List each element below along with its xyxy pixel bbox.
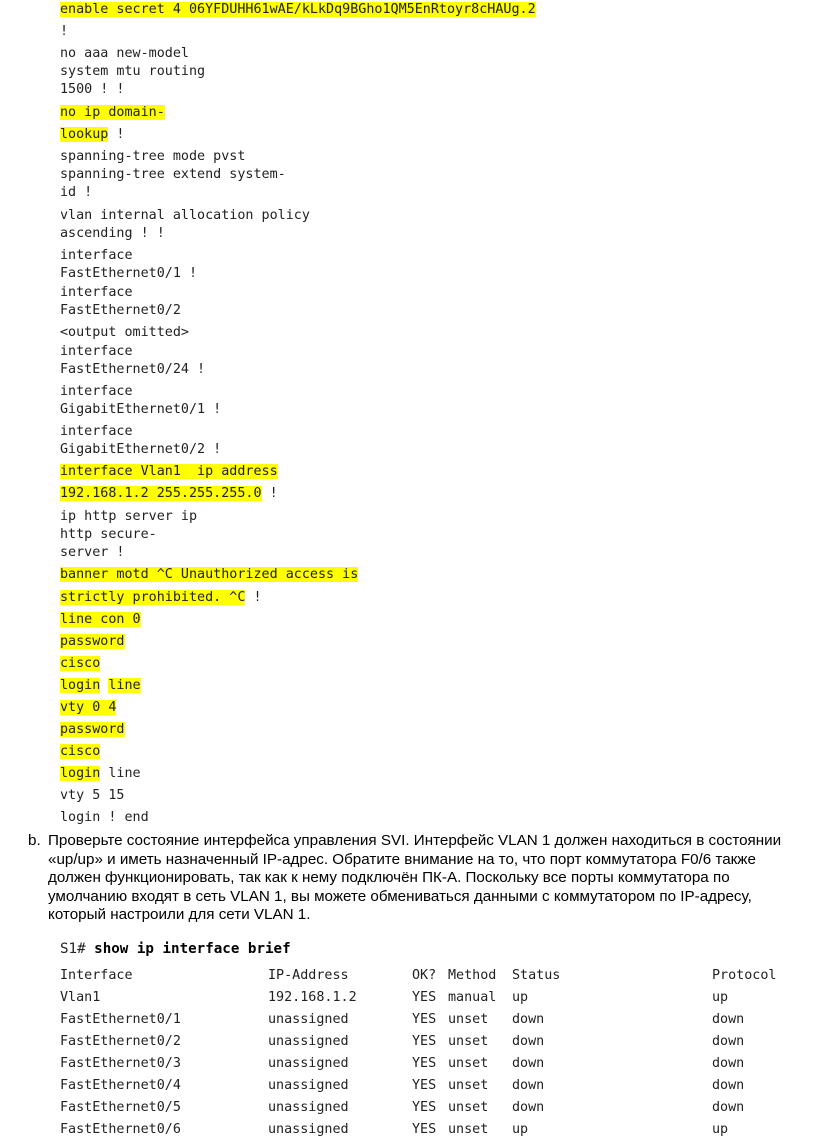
config-line — [60, 485, 278, 503]
table-header-row — [60, 964, 792, 986]
config-line — [60, 247, 133, 265]
table-cell: unassigned — [268, 1033, 349, 1049]
table-cell: down — [512, 1011, 545, 1027]
highlighted-text: banner motd ^C Unauthorized access is — [60, 567, 359, 582]
step-marker: b. — [28, 832, 41, 849]
config-text: ascending ! ! — [60, 226, 165, 241]
table-row — [60, 1074, 792, 1096]
table-cell: YES — [412, 1121, 437, 1137]
table-cell: unset — [448, 1077, 489, 1093]
config-line — [60, 207, 310, 225]
table-row — [60, 1096, 792, 1118]
config-text: spanning-tree extend system- — [60, 167, 286, 182]
config-line — [60, 589, 262, 607]
table-cell: down — [712, 1011, 745, 1027]
config-text: ! — [60, 24, 69, 39]
config-line — [60, 324, 189, 342]
config-line — [60, 633, 125, 651]
config-line — [60, 809, 149, 827]
config-line — [60, 544, 125, 562]
table-cell: unset — [448, 1055, 489, 1071]
highlighted-text: vty 0 4 — [60, 700, 117, 715]
config-line — [60, 787, 125, 805]
highlighted-text: no ip domain- — [60, 105, 165, 120]
config-line — [60, 441, 221, 459]
column-header: Status — [512, 967, 561, 983]
highlighted-text: line — [108, 678, 141, 693]
config-line — [60, 166, 286, 184]
config-line — [60, 721, 125, 739]
highlighted-text: 192.168.1.2 255.255.255.0 — [60, 486, 262, 501]
config-text: interface — [60, 285, 133, 300]
table-cell: down — [712, 1033, 745, 1049]
config-line — [60, 566, 358, 584]
table-cell: unassigned — [268, 1121, 349, 1137]
table-cell: unassigned — [268, 1077, 349, 1093]
config-line — [60, 148, 245, 166]
config-line — [60, 463, 278, 481]
highlighted-text: enable secret 4 06YFDUHH61wAE/kLkDq9BGho1QM5EnRtoyr8cHAUg.2 — [60, 2, 536, 17]
config-line — [60, 743, 100, 761]
table-cell: 192.168.1.2 — [268, 989, 357, 1005]
table-cell: up — [512, 989, 529, 1005]
column-header: OK? — [412, 967, 437, 983]
table-cell: YES — [412, 989, 437, 1005]
table-cell: YES — [412, 1011, 437, 1027]
config-text: FastEthernet0/24 ! — [60, 362, 206, 377]
step-text: Проверьте состояние интерфейса управления SVI. Интерфейс VLAN 1 должен находиться в состоянии «up/up» и иметь назначенный IP-адрес. Обратите внимание на то, что порт коммутатора F0/6 также должен функционировать, так как к нему подключён ПК-A. Поскольку все порты коммутатора по умолчанию входят в сеть VLAN 1, вы можете обмениваться данными с коммутатором по IP-адресу, который настроили для сети VLAN 1. — [48, 832, 782, 924]
highlighted-text: line con 0 — [60, 612, 141, 627]
command-line — [60, 940, 291, 958]
column-header: IP-Address — [268, 967, 349, 983]
config-line — [60, 508, 197, 526]
config-text: system mtu routing — [60, 64, 206, 79]
config-text: http secure- — [60, 527, 157, 542]
table-cell: FastEthernet0/5 — [60, 1099, 181, 1115]
column-header: Interface — [60, 967, 133, 983]
table-cell: down — [512, 1077, 545, 1093]
table-cell: YES — [412, 1055, 437, 1071]
table-cell: YES — [412, 1033, 437, 1049]
command-prompt: S1# — [60, 941, 95, 957]
table-cell: down — [712, 1099, 745, 1115]
table-cell: FastEthernet0/1 — [60, 1011, 181, 1027]
config-text: server ! — [60, 545, 125, 560]
config-line — [60, 526, 157, 544]
highlighted-text: strictly prohibited. ^C — [60, 590, 246, 605]
table-cell: down — [712, 1077, 745, 1093]
table-cell: FastEthernet0/3 — [60, 1055, 181, 1071]
highlighted-text: cisco — [60, 744, 101, 759]
config-line — [60, 1, 536, 19]
config-text: ! — [245, 590, 262, 605]
config-text: ! — [261, 486, 278, 501]
table-cell: YES — [412, 1077, 437, 1093]
table-cell: unset — [448, 1099, 489, 1115]
config-line — [60, 302, 181, 320]
config-text: 1500 ! ! — [60, 82, 125, 97]
config-text: spanning-tree mode pvst — [60, 149, 246, 164]
config-line — [60, 265, 197, 283]
config-text: line — [100, 766, 141, 781]
config-line — [60, 225, 165, 243]
config-text: GigabitEthernet0/1 ! — [60, 402, 222, 417]
config-text: interface — [60, 344, 133, 359]
highlighted-text: lookup — [60, 127, 109, 142]
config-text: login ! end — [60, 810, 149, 825]
table-cell: manual — [448, 989, 497, 1005]
highlighted-text: cisco — [60, 656, 101, 671]
config-text: no aaa new-model — [60, 46, 189, 61]
config-line — [60, 423, 133, 441]
config-line — [60, 361, 205, 379]
highlighted-text: interface Vlan1 ip address — [60, 464, 278, 479]
config-text: ip http server ip — [60, 509, 198, 524]
config-line — [60, 343, 133, 361]
table-cell: up — [712, 989, 729, 1005]
config-text: vlan internal allocation policy — [60, 208, 310, 223]
config-line — [60, 81, 125, 99]
table-cell: FastEthernet0/2 — [60, 1033, 181, 1049]
step-b-paragraph — [28, 832, 808, 925]
highlighted-text: password — [60, 634, 125, 649]
config-text: vty 5 15 — [60, 788, 125, 803]
config-line — [60, 677, 141, 695]
config-line — [60, 611, 141, 629]
table-cell: unset — [448, 1121, 489, 1137]
table-cell: unassigned — [268, 1011, 349, 1027]
table-cell: up — [712, 1121, 729, 1137]
config-line — [60, 63, 205, 81]
table-cell: down — [712, 1055, 745, 1071]
table-cell: FastEthernet0/6 — [60, 1121, 181, 1137]
table-cell: down — [512, 1099, 545, 1115]
highlighted-text: login — [60, 766, 101, 781]
config-text: <output omitted> — [60, 325, 189, 340]
config-line — [60, 23, 68, 41]
config-text: ! — [108, 127, 125, 142]
config-line — [60, 126, 125, 144]
config-line — [60, 104, 165, 122]
table-cell: up — [512, 1121, 529, 1137]
config-text: FastEthernet0/2 — [60, 303, 181, 318]
config-line — [60, 655, 100, 673]
table-cell: down — [512, 1055, 545, 1071]
table-cell: Vlan1 — [60, 989, 101, 1005]
table-cell: YES — [412, 1099, 437, 1115]
highlighted-text: login — [60, 678, 101, 693]
config-line — [60, 383, 133, 401]
column-header: Method — [448, 967, 497, 983]
command-text: show ip interface brief — [94, 941, 291, 957]
interface-brief-table — [60, 964, 792, 1140]
config-text: interface — [60, 248, 133, 263]
table-row — [60, 1008, 792, 1030]
config-line — [60, 184, 92, 202]
config-line — [60, 699, 116, 717]
highlighted-text: password — [60, 722, 125, 737]
table-row — [60, 1030, 792, 1052]
config-line — [60, 45, 189, 63]
column-header: Protocol — [712, 967, 777, 983]
config-text: FastEthernet0/1 ! — [60, 266, 198, 281]
table-cell: unassigned — [268, 1099, 349, 1115]
config-line — [60, 765, 141, 783]
table-row — [60, 986, 792, 1008]
config-text: id ! — [60, 185, 93, 200]
config-text: GigabitEthernet0/2 ! — [60, 442, 222, 457]
config-text: interface — [60, 384, 133, 399]
table-row — [60, 1052, 792, 1074]
table-cell: unassigned — [268, 1055, 349, 1071]
table-cell: down — [512, 1033, 545, 1049]
table-row — [60, 1118, 792, 1140]
table-cell: unset — [448, 1033, 489, 1049]
table-cell: unset — [448, 1011, 489, 1027]
config-text: interface — [60, 424, 133, 439]
table-cell: FastEthernet0/4 — [60, 1077, 181, 1093]
config-line — [60, 284, 133, 302]
config-line — [60, 401, 221, 419]
